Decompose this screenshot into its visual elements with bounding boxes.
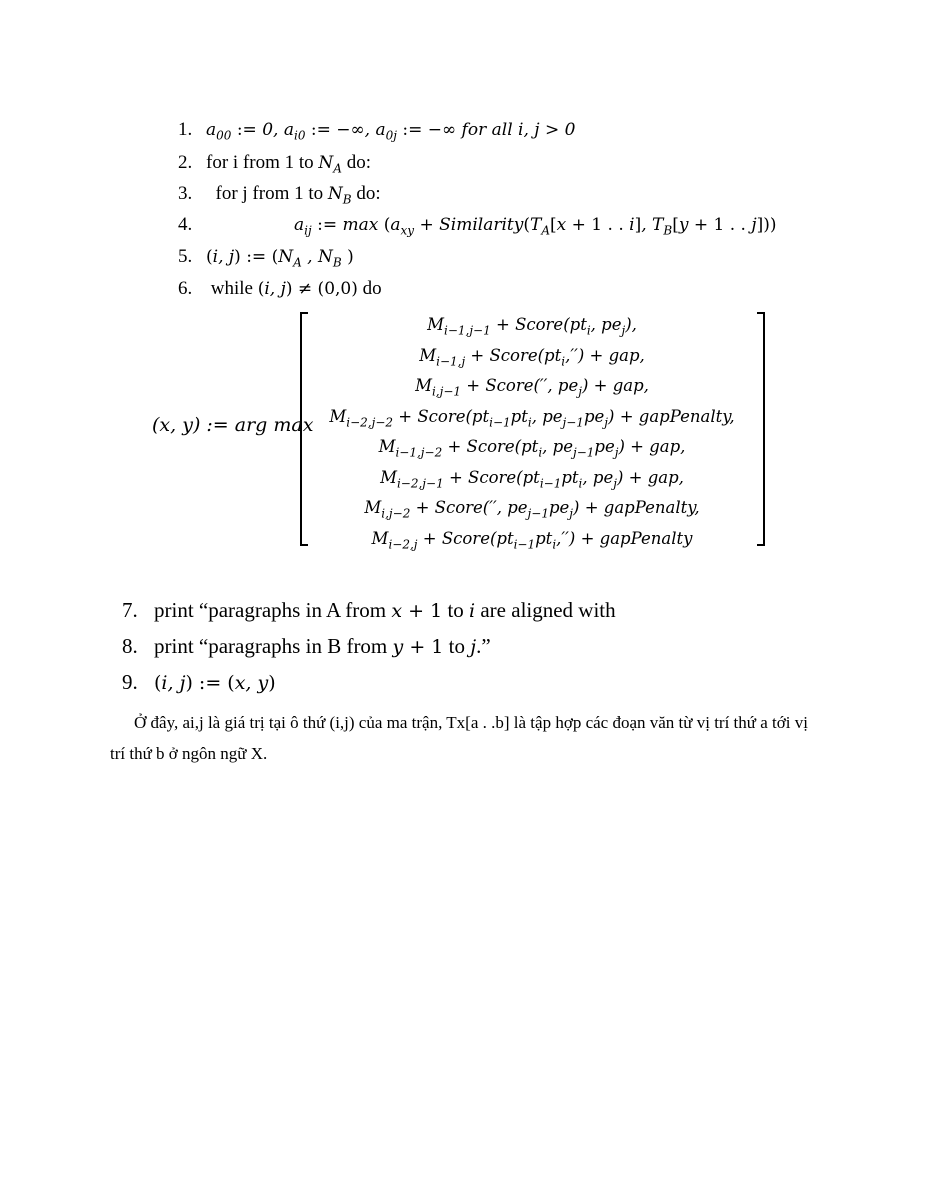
argmax-case: $M_{i-2,j-1}$ + $Score(pt_{i-1}pt_i$, $pe_j$) + gap, [380, 467, 684, 490]
step-number: 5. [178, 246, 193, 267]
step-number: 6. [178, 278, 193, 299]
step-text: $a_{00}$ := 0, $a_{i0}$ := −∞, $a_{0j}$ := −∞ for all i, j > 0 [206, 120, 576, 143]
step-number: 7. [122, 598, 138, 622]
step-number: 3. [178, 183, 193, 204]
argmax-case: $M_{i-2,j-2}$ + $Score(pt_{i-1}pt_i$, $pe_{j-1}pe_j$) + gapPenalty, [329, 406, 735, 429]
argmax-case: $M_{i-2,j}$ + $Score(pt_{i-1}pt_i,'')$ + gapPenalty [371, 528, 693, 551]
argmax-case: $M_{i-1,j}$ + $Score(pt_i,'')$ + gap, [419, 345, 645, 368]
step-text: for i from 1 to $N_A$ do: [206, 152, 371, 176]
step-text: while (i, j) ≠ (0,0) do [206, 278, 382, 299]
algorithm-step-6 [178, 277, 382, 301]
argmax-cases [306, 310, 758, 554]
argmax-case: $M_{i-1,j-1}$ + $Score(pt_i$, $pe_j$), [427, 315, 637, 338]
step-number: 8. [122, 634, 138, 658]
algorithm-step-8 [122, 632, 491, 661]
explanation-paragraph [110, 707, 820, 769]
step-text: (i, j) := (x, y) [154, 672, 276, 694]
algorithm-step-2 [178, 151, 371, 175]
step-number: 2. [178, 152, 193, 173]
algorithm-step-5 [178, 245, 354, 269]
algorithm-step-1 [178, 118, 575, 142]
argmax-label: (x, y) := arg max [152, 414, 314, 436]
step-number: 9. [122, 670, 138, 694]
step-number: 4. [178, 214, 193, 235]
algorithm-step-9 [122, 668, 276, 697]
paragraph-text: Ở đây, ai,j là giá trị tại ô thứ (i,j) của ma trận, Tx[a . .b] là tập hợp các đoạn văn từ vị trí thứ a tới vị trí thứ b ở ngôn ngữ X. [110, 713, 808, 763]
argmax-case: $M_{i-1,j-2}$ + $Score(pt_i$, $pe_{j-1}pe_j$) + gap, [378, 437, 686, 460]
step-text: $a_{ij}$ := $\max (a_{xy}$ + $Similarity(T_A[x + 1$ . . i], $T_B[y + 1$ . . j])) [294, 215, 777, 238]
step-text: print “paragraphs in B from y + 1 to j.” [154, 634, 491, 658]
step-text: print “paragraphs in A from x + 1 to i are aligned with [154, 598, 616, 622]
algorithm-step-3 [178, 182, 381, 206]
argmax-case: $M_{i,j-2}$ + Score(′′, $pe_{j-1}pe_j$) + gapPenalty, [364, 498, 700, 521]
algorithm-step-7 [122, 596, 616, 625]
right-bracket [757, 312, 765, 546]
step-text: for j from 1 to $N_B$ do: [206, 183, 381, 207]
step-text: (i, j) := ($N_A$ , $N_B$ ) [206, 247, 354, 270]
algorithm-step-4 [178, 213, 777, 237]
step-number: 1. [178, 119, 193, 140]
argmax-case: $M_{i,j-1}$ + Score(′′, $pe_j$) + gap, [415, 376, 649, 399]
